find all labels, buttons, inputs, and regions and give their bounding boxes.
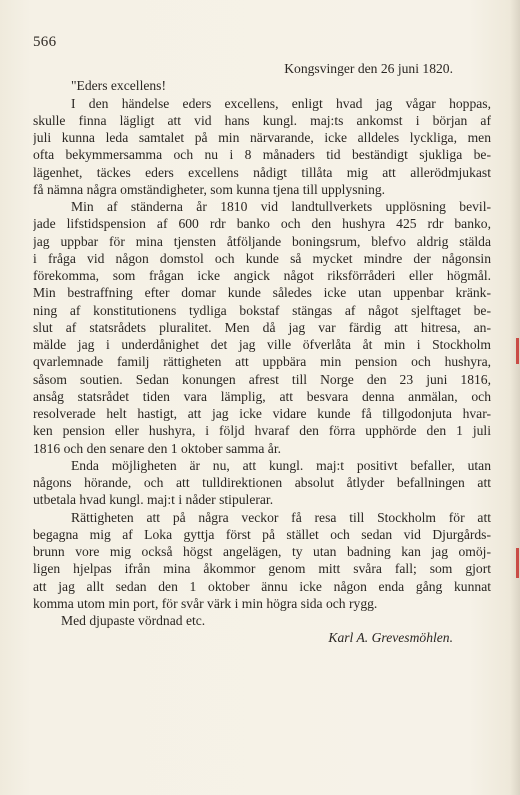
text-line: ligen hjelpas ifrån mina åkommor genom mitt svåra fall; som gjort <box>33 561 491 577</box>
text-line: lägenhet, täckes eders excellens nådigt tillåta mig att allerödmjukast <box>33 164 491 180</box>
text-line: komma utom min port, för svår värk i min högra sida och rygg. <box>33 595 378 611</box>
text-line: jade lifstidspension af 600 rdr banko och den hushyra 425 rdr banko, <box>33 216 491 232</box>
text-line: begagna mig af Loka gyttja först på stället och sedan vid Djurgårds- <box>33 526 491 542</box>
text-line: qvarlemnade familj rättigheten att uppbära min pension och hushyra, <box>33 354 491 370</box>
text-line: I den händelse eders excellens, enligt hvad jag vågar hoppas, <box>71 95 491 111</box>
text-line: ken pension eller hushyra, i följd hvaraf den förra upphörde den 1 juli <box>33 423 491 439</box>
text-line: jag uppbar för mina tjensten åtföljande boningsrum, blefvo aldrig stälda <box>33 233 491 249</box>
text-line: juli kunna leda samtalet på min närvarande, icke alldeles lyckliga, men <box>33 130 491 145</box>
text-line: ning af konstitutionens tydliga bokstaf stängas af något sjelftaget be- <box>33 302 491 318</box>
letter-text <box>33 60 491 647</box>
text-line: ofta bekymmersamma och nu i 8 månaders tid beständigt sjukliga be- <box>33 147 491 163</box>
text-line: Rättigheten att på några veckor få resa till Stockholm för att <box>71 509 491 525</box>
letter-signature: Karl A. Grevesmöhlen. <box>328 630 453 646</box>
text-line: förekomma, som frågan icke angick något riksförråderi eller högmål. <box>33 268 491 283</box>
text-line: Enda möjligheten är nu, att kungl. maj:t positivt befaller, utan <box>71 457 491 473</box>
text-line: Min bestraffning efter domar kunde således icke utan uppenbar kränk- <box>33 285 491 301</box>
text-line: såsom soutien. Sedan konungen afrest till Norge den 23 juni 1816, <box>33 371 491 387</box>
text-line: 1816 och den senare den 1 oktober samma år. <box>33 440 282 456</box>
letter-body <box>33 95 491 630</box>
text-line: skulle finna lägligt att vid hans kungl. maj:ts ankomst i början af <box>33 112 491 128</box>
margin-mark-top <box>516 338 519 364</box>
text-line: Min af ständerna år 1810 vid landtullverkets upplösning bevil- <box>71 199 491 214</box>
text-line: få nämna några omständigheter, som kunna tjena till upplysning. <box>33 181 386 197</box>
text-line: att jag allt sedan den 1 oktober ännu icke någon enda gång kunnat <box>33 578 491 594</box>
text-line: mälde jag i underdånighet det jag ville öfverlåta åt min i Stockholm <box>33 337 491 352</box>
text-line: Med djupaste vördnad etc. <box>61 613 206 628</box>
text-line: utbetala hvad kungl. maj:t i nåder stipulerar. <box>33 492 274 508</box>
page-number: 566 <box>33 34 57 50</box>
text-line: ansåg statsrådet tiden vara lämplig, att besvara denna anmälan, och <box>33 388 491 404</box>
letter-salutation: "Eders excellens! <box>71 78 166 94</box>
text-line: i fråga vid någon domstol och kunde så mycket mindre der någonsin <box>33 250 491 266</box>
page-edge-shadow <box>510 0 520 795</box>
text-line: slut af statsrådets pluralitet. Men då jag var färdig att hitresa, an- <box>33 319 491 335</box>
margin-mark-bottom <box>516 548 519 578</box>
text-line: resolverade helt hastigt, att jag icke vidare kunde få tillgodonjuta hvar- <box>33 406 491 421</box>
letter-date: Kongsvinger den 26 juni 1820. <box>284 61 453 76</box>
text-line: brunn vore mig också högst angelägen, ty utan badning kan jag omöj- <box>33 544 491 559</box>
text-line: någons hörande, och att tulldirektionen absolut åtlyder befallningen att <box>33 475 491 490</box>
